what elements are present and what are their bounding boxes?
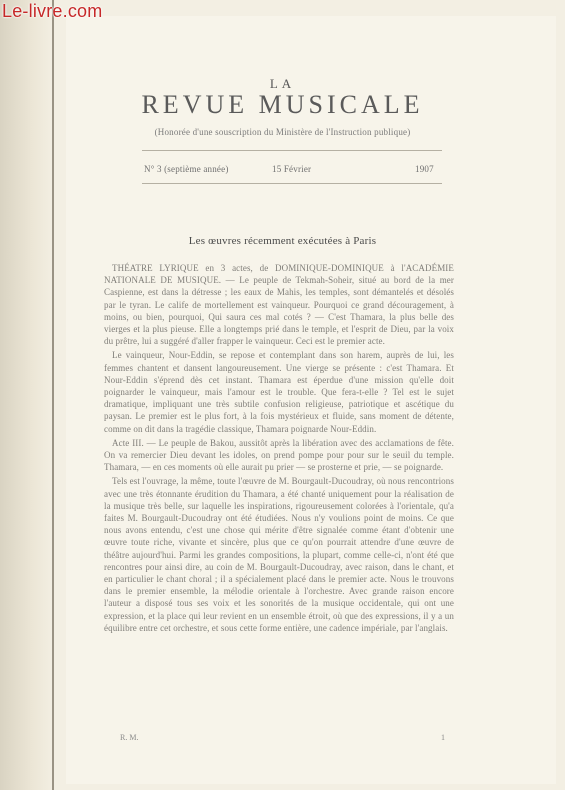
paragraph: THÉATRE LYRIQUE en 3 actes, de DOMINIQUE-DOMINIQUE à l'ACADÉMIE NATIONALE DE MUSIQUE. — Le peuple de Tekmah-Soheir, situé au bord de la mer Caspienne, est dans la détresse ; les eaux de Mahis, les temples, sont démantelés et désolés par le tyran. Le calife de mortellement est vainqueur. Pourquoi ce grand découragement, à moins, ou bien, pourquoi, Qui saura ces mal cotés ? — C'est Thamara, la plus belle des vierges et la plus pieuse. Elle a longtemps prié dans le temple, et l'esprit de Dieu, par la voix du prêtre, lui a suggéré d'aller frapper le vainqueur. Ceci est le premier acte.	[104, 263, 454, 347]
issue-number: N° 3 (septième année)	[144, 164, 229, 174]
paragraph: Acte III. — Le peuple de Bakou, aussitôt après la libération avec des acclamations de fête. On va remercier Dieu devant les idoles, on prend pompe pour pour sur le seuil du temple. Thamara, — en ces moments où elle aurait pu prier — se prosterne et prie, — se poignarde.	[104, 437, 454, 473]
watermark-logo: Le-livre.com	[2, 1, 103, 21]
article-body	[104, 262, 454, 636]
issue-date: 15 Février	[272, 164, 312, 174]
issue-year: 1907	[415, 164, 434, 174]
journal-subtitle: (Honorée d'une souscription du Ministère de l'Instruction publique)	[154, 127, 411, 137]
header-rule-bottom	[142, 183, 442, 184]
header-rule-top	[142, 150, 442, 151]
footer-page-mark: 1	[441, 733, 445, 742]
paragraph: Tels est l'ouvrage, la même, toute l'œuvre de M. Bourgault-Ducoudray, où nous rencontrions avec une très étonnante érudition du Thamara, a été chanté uniquement pour la réalisation de la musique très belle, sur laquelle les inspirations, rigoureusement colorées à l'orientale, qu'a faites M. Bourgault-Ducoudray ont été étudiées. Nous n'y voulions point de moins. Ce que nous avons entendu, c'est une chose qui mérite d'être signalée comme étant d'obtenir une œuvre toute riche, vivante et sincère, plus que ce qu'on pourrait attendre d'une œuvre de théâtre aujourd'hui. Parmi les grandes compositions, la plupart, comme celle-ci, n'ont été que rencontres pour ainsi dire, au coin de M. Bourgault-Ducoudray, avec raison, dans le chant, et en particulier le chant choral ; il a spécialement placé dans le premier acte. Nous le trouvons dans le premier ensemble, la mélodie orientale à l'orchestre. Avec grande raison encore l'auteur a disposé tous ses voix et les sonorités de la musique occidentale, qui ont une expression, et la place qui leur revient en un ensemble étroit, où que des expressions, il y a un équilibre entre cet orchestre, et sous cette forme entière, une cadence impériale, par l'anglais.	[104, 476, 454, 633]
article-title: Les œuvres récemment exécutées à Paris	[188, 235, 377, 247]
footer-signature: R. M.	[120, 733, 139, 742]
journal-article-la: LA	[269, 76, 296, 91]
paragraph: Le vainqueur, Nour-Eddin, se repose et contemplant dans son harem, auprès de lui, les femmes chantent et dansent langoureusement. Une vierge se présente : c'est Thamara. Et Nour-Eddin s'éprend dès cet instant. Thamara est éperdue d'une mission qu'elle doit poignarder le vainqueur, mais l'amour est le trouble. Que fera-t-elle ? Tel est le sujet dramatique, impliquant une très subtile confusion religieuse, patriotique et ascétique du paysan. Le premier est le plus fort, à la fois mystérieux et fluide, sans moment de détente, comme on dit dans la tragédie classique, Thamara poignarde Nour-Eddin.	[104, 350, 454, 434]
journal-title: REVUE MUSICALE	[141, 90, 424, 119]
